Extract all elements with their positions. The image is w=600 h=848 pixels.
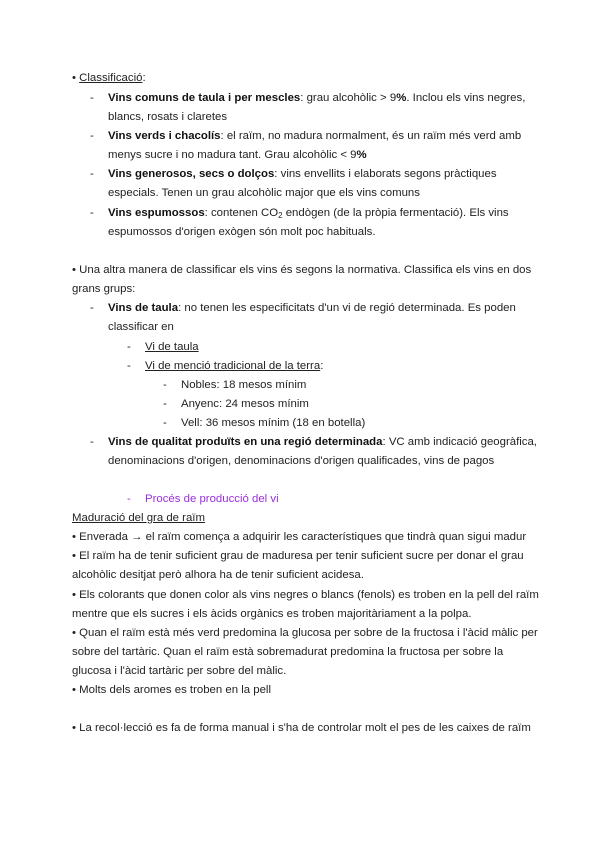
list-dash: - <box>90 302 94 314</box>
list-dash: - <box>90 130 94 142</box>
list-item-continuation: menys sucre i no madura tant. Grau alcohòlic < 9% <box>108 149 367 161</box>
list-item-vins-verds: Vins verds i chacolís: el raïm, no madura normalment, és un raïm més verd amb <box>108 130 522 142</box>
sublist-dash: - <box>127 341 131 353</box>
classificacio-title: Classificació <box>79 72 143 84</box>
list-item-vins-de-qualitat: Vins de qualitat produïts en una regió determinada: VC amb indicació geogràfica, <box>108 436 537 448</box>
paragraph-line: • Quan el raïm està més verd predomina la glucosa per sobre de la fructosa i l'àcid màlic per <box>72 627 538 639</box>
list-item-continuation: espumossos d'origen exògen són molt poc habituals. <box>108 226 376 238</box>
sublist-item-vi-mencio-tradicional: Vi de menció tradicional de la terra: <box>145 360 324 372</box>
paragraph-line: mentre que els sucres i els àcids orgànics es troben majoritàriament a la polpa. <box>72 608 472 620</box>
list-item-vins-comuns: Vins comuns de taula i per mescles: grau alcohòlic > 9%. Inclou els vins negres, <box>108 92 526 104</box>
classificacio-heading: • Classificació: <box>72 72 146 84</box>
sublist-item-vi-de-taula: Vi de taula <box>145 341 199 353</box>
paragraph-line: sobre del tartàric. Quan el raïm està sobremadurat predomina la fructosa per sobre la <box>72 646 504 658</box>
subsublist-item-vell: Vell: 36 mesos mínim (18 en botella) <box>181 417 366 429</box>
paragraph-line: glucosa i l'àcid tartàric per sobre del màlic. <box>72 665 287 677</box>
list-dash: - <box>90 207 94 219</box>
list-item-continuation: classificar en <box>108 321 174 333</box>
subsublist-item-nobles: Nobles: 18 mesos mínim <box>181 379 307 391</box>
subheading-maduracio: Maduració del gra de raïm <box>72 512 205 524</box>
normativa-paragraph-continuation: grans grups: <box>72 283 136 295</box>
subsublist-dash: - <box>163 398 167 410</box>
sublist-dash: - <box>127 360 131 372</box>
paragraph-line: • Molts dels aromes es troben en la pell <box>72 684 271 696</box>
list-item-vins-de-taula: Vins de taula: no tenen les especificitats d'un vi de regió determinada. Es poden <box>108 302 516 314</box>
list-dash: - <box>90 436 94 448</box>
paragraph-line: alcohòlic desitjat però alhora ha de tenir suficient acidesa. <box>72 569 364 581</box>
paragraph-line: • El raïm ha de tenir suficient grau de maduresa per tenir suficient sucre per donar el grau <box>72 550 524 562</box>
list-item-continuation: denominacions d'origen, denominacions d'origen qualificades, vins de pagos <box>108 455 495 467</box>
section-dash: - <box>127 493 131 505</box>
normativa-paragraph: • Una altra manera de classificar els vins és segons la normativa. Classifica els vins en dos <box>72 264 532 276</box>
list-item-vins-generosos: Vins generosos, secs o dolços: vins envellits i elaborats segons pràctiques <box>108 168 497 180</box>
paragraph-line: • Enverada → el raïm comença a adquirir les característiques que tindrà quan sigui madur <box>72 531 527 543</box>
subsublist-dash: - <box>163 379 167 391</box>
section-heading-proces: Procés de producció del vi <box>145 493 279 505</box>
paragraph-recollecio: • La recol·lecció es fa de forma manual i s'ha de controlar molt el pes de les caixes de raïm <box>72 722 531 734</box>
paragraph-line: • Els colorants que donen color als vins negres o blancs (fenols) es troben en la pell del raïm <box>72 589 539 601</box>
list-dash: - <box>90 92 94 104</box>
list-item-continuation: blancs, rosats i claretes <box>108 111 228 123</box>
list-item-continuation: especials. Tenen un grau alcohòlic major que els vins comuns <box>108 187 420 199</box>
subsublist-dash: - <box>163 417 167 429</box>
list-dash: - <box>90 168 94 180</box>
subsublist-item-anyenc: Anyenc: 24 mesos mínim <box>181 398 309 410</box>
list-item-vins-espumossos: Vins espumossos: contenen $CO_2$ endògen (de la pròpia fermentació). Els vins <box>108 207 509 220</box>
